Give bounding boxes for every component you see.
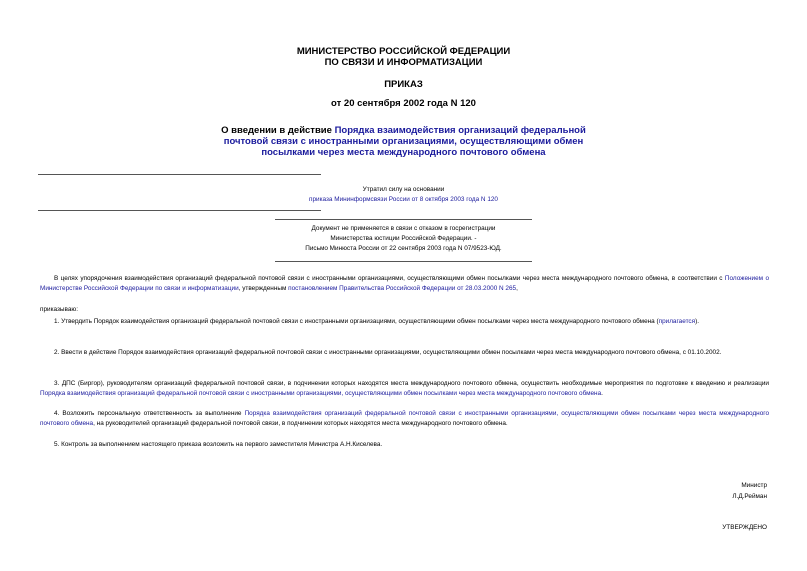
divider <box>275 219 532 220</box>
signature-position: Министр <box>741 482 767 489</box>
intro-text-3: , <box>516 284 518 292</box>
signature-name: Л.Д.Рейман <box>732 493 767 500</box>
attachment-link[interactable]: прилагается <box>658 318 696 325</box>
ministry-name-line2: ПО СВЯЗИ И ИНФОРМАТИЗАЦИИ <box>324 57 483 68</box>
document-type: ПРИКАЗ <box>384 79 423 90</box>
item-3-text: 3. ДПС (Биргор), руководителям организаций федеральной почтовой связи, в подчинении которых находятся места международного почтового обмена, осуществить необходимые мероприятия по подготовке к введению и реализации <box>54 380 769 387</box>
item-3 <box>40 379 769 398</box>
title-link-line2[interactable]: почтовой связи с иностранными организациями, осуществляющими обмен <box>223 136 584 147</box>
item-1-text: 1. Утвердить Порядок взаимодействия организаций федеральной почтовой связи с иностранными организациями, осуществляющими обмен посылками через места международного почтового обмена ( <box>54 318 659 325</box>
document-title-line2 <box>0 136 807 147</box>
item-4-end: , на руководителей организаций федеральной почтовой связи, в подчинении которых находятся места международного почтового обмена. <box>93 419 508 427</box>
item-1 <box>40 317 769 327</box>
procedure-link-item4[interactable]: Порядка взаимодействия организаций федеральной почтовой связи с иностранными организациями, осуществляющими обмен посылками через места международного почтового обмена <box>40 410 769 427</box>
divider <box>275 261 532 262</box>
title-link-line1[interactable]: Порядка взаимодействия организаций федеральной <box>334 125 586 136</box>
item-1-end: ). <box>695 318 699 325</box>
item-5: 5. Контроль за выполнением настоящего приказа возложить на первого заместителя Министра А.Н.Киселева. <box>54 441 383 448</box>
divider <box>38 174 321 175</box>
status-note: Утратил силу на основании <box>362 186 445 193</box>
title-link-line3[interactable]: посылками через места международного почтового обмена <box>261 147 546 158</box>
order-word: приказываю: <box>40 306 78 313</box>
document-date-number: от 20 сентября 2002 года N 120 <box>331 98 476 109</box>
repeal-order-link[interactable]: приказа Мининформсвязи России от 8 октября 2003 года N 120 <box>309 196 498 203</box>
document-title-line3 <box>0 147 807 158</box>
item-4-text: 4. Возложить персональную ответственность за выполнение <box>54 410 245 417</box>
procedure-link-item3[interactable]: Порядка взаимодействия организаций федеральной почтовой связи с иностранными организациями, осуществляющими обмен посылками через места международного почтового обмена <box>40 389 602 397</box>
item-2: 2. Ввести в действие Порядок взаимодействия организаций федеральной почтовой связи с иностранными организациями, осуществляющими обмен посылками через места международного почтового обмена, с 01.10.2002. <box>54 349 722 356</box>
regulation-link[interactable]: Положением о Министерстве Российской Федерации по связи и информатизации <box>40 275 769 292</box>
registration-note-line3: Письмо Минюста России от 22 сентября 2003 года N 07/9523-ЮД. <box>305 245 502 252</box>
intro-text-1: В целях упорядочения взаимодействия организаций федеральной почтовой связи с иностранными организациями, осуществляющими обмен посылками через места международного почтового обмена, в соответствии с <box>54 275 725 282</box>
registration-note-line1: Документ не применяется в связи с отказом в госрегистрации <box>311 225 496 232</box>
document-title <box>0 125 807 136</box>
ministry-name-line1: МИНИСТЕРСТВО РОССИЙСКОЙ ФЕДЕРАЦИИ <box>296 46 511 57</box>
government-decree-link[interactable]: постановлением Правительства Российской Федерации от 28.03.2000 N 265 <box>288 284 517 292</box>
intro-text-2: , утвержденным <box>238 284 289 292</box>
item-4 <box>40 409 769 428</box>
divider <box>38 210 321 211</box>
title-prefix: О введении в действие <box>221 125 335 136</box>
item-3-end: . <box>601 389 603 397</box>
status-note-link-row <box>0 195 807 204</box>
intro-paragraph <box>40 274 769 293</box>
approved-label: УТВЕРЖДЕНО <box>722 524 767 531</box>
registration-note-line2: Министерства юстиции Российской Федерации. - <box>330 235 477 242</box>
